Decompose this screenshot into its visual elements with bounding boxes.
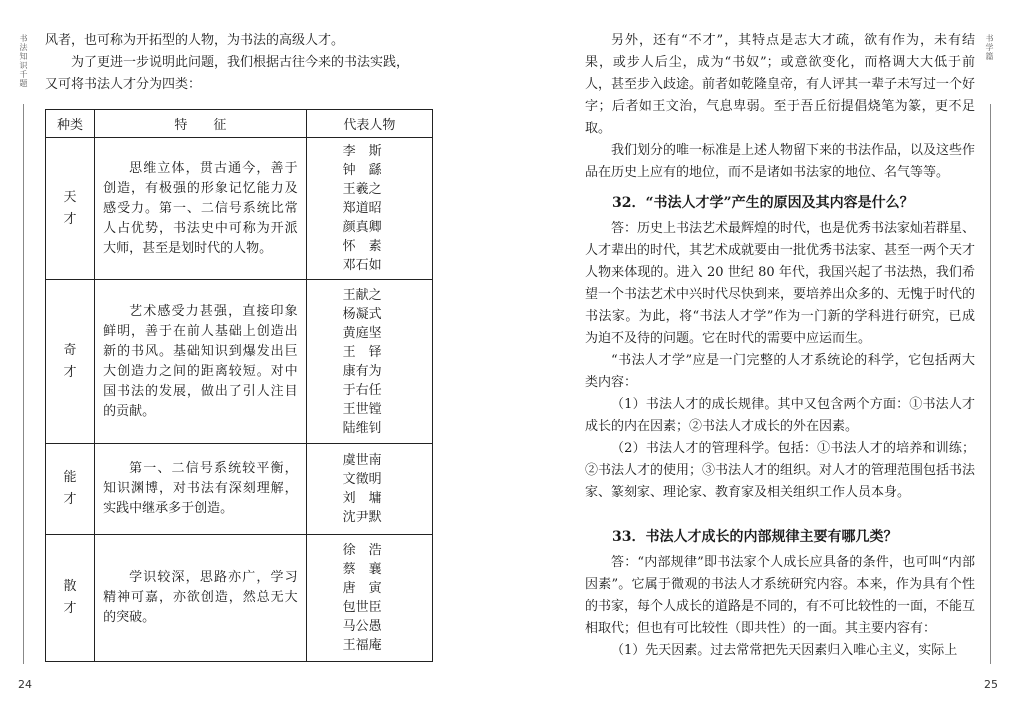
q32-item-2: （2）书法人才的管理科学。包括：①书法人才的培养和训练；②书法人才的使用；③书法人才的组织。对人才的管理范围包括书法家、篆刻家、理论家、教育家及相关组织工作人员本身。 <box>585 441 976 500</box>
q32-paragraph-1: 答：历史上书法艺术最辉煌的时代，也是优秀书法家灿若群星、人才辈出的时代，其艺术成就要由一批优秀书法家、甚至一两个天才人物来体现的。进入 20 世纪 80 年代，我国兴起了书法热，我们希望一个书法艺术中兴时代尽快到来，要培养出众多的、无愧于时代的书法家。为此，将“书法人才学”作为一门新的学科进行研究，已成为迫不及待的问题。它在时代的需要中应运而生。 <box>585 221 976 346</box>
table-row <box>46 444 433 535</box>
kind-char: 才 <box>63 211 77 227</box>
talent-types-table <box>45 109 433 662</box>
rep-name: 钟 繇 <box>342 163 382 178</box>
rep-name: 刘 墉 <box>342 491 382 506</box>
rep-name: 康有为 <box>342 363 382 379</box>
rep-name: 郑道昭 <box>342 201 382 216</box>
reps-cell <box>306 280 432 444</box>
q32-paragraph-2: “书法人才学”应是一门完整的人才系统论的科学，它包括两大类内容： <box>585 353 975 390</box>
rep-name: 于右任 <box>342 382 382 398</box>
kind-char: 才 <box>63 492 77 507</box>
right-text-top <box>585 30 975 184</box>
rep-name: 唐 寅 <box>342 581 382 596</box>
header-kind: 种类 <box>46 110 95 138</box>
question-33-body <box>585 552 975 662</box>
q33-paragraph-1: 答：“内部规律”即书法家个人成长应具备的条件，也可叫“内部因素”。它属于微观的书法人才系统研究内容。本来，作为具有个性的书家，每个人成长的道路是不同的，有不可比较性的一面，不能互相取代；但也有可比较性（即共性）的一面。其主要内容有： <box>585 555 976 636</box>
kind-char: 才 <box>63 364 77 380</box>
table-header-row <box>46 110 433 138</box>
rep-name: 马公愚 <box>342 619 382 634</box>
header-trait: 特 征 <box>95 110 307 138</box>
left-intro <box>45 30 433 96</box>
table-row <box>46 535 433 662</box>
kind-char: 奇 <box>63 342 77 358</box>
rep-name: 虞世南 <box>342 453 382 468</box>
rep-name: 邓石如 <box>342 258 382 273</box>
paragraph-standard: 我们划分的唯一标准是上述人物留下来的书法作品，以及这些作品在历史上应有的地位，而不是诸如书法家的地位、名气等等。 <box>585 143 976 180</box>
kind-cell <box>46 280 95 444</box>
intro-line-3: 又可将书法人才分为四类： <box>45 77 202 92</box>
right-page <box>506 0 1012 706</box>
header-reps: 代表人物 <box>306 110 432 138</box>
paragraph-buchai: 另外，还有“不才”，其特点是志大才疏，欲有作为，未有结果，或步人后尘，成为“书奴”；或意欲变化，而格调大大低于前人，甚至步入歧途。前者如乾隆皇帝，有人评其一辈子未写过一个好字；后者如王文治，气息卑弱。至于吾丘衍提倡烧笔为篆，更不足取。 <box>585 33 976 136</box>
rep-name: 徐 浩 <box>342 543 382 558</box>
rep-name: 王羲之 <box>342 182 382 197</box>
kind-char: 散 <box>63 579 77 594</box>
left-side-label: 书法知识千题 <box>19 34 28 88</box>
kind-char: 天 <box>63 189 77 205</box>
rep-name: 蔡 襄 <box>342 562 382 577</box>
table-row <box>46 138 433 280</box>
rep-name: 包世臣 <box>342 600 382 615</box>
rep-name: 王世镗 <box>342 401 382 417</box>
q33-item-1: （1）先天因素。过去常常把先天因素归入唯心主义，实际上 <box>611 643 958 658</box>
rep-name: 王福庵 <box>342 638 382 653</box>
rep-name: 黄庭坚 <box>342 325 382 341</box>
question-33-title: 33．书法人才成长的内部规律主要有哪几类？ <box>612 529 898 545</box>
trait-cell <box>95 280 307 444</box>
rep-name: 陆维钊 <box>342 420 382 436</box>
rep-name: 怀 素 <box>342 239 382 254</box>
kind-cell <box>46 138 95 280</box>
intro-line-1: 风者，也可称为开拓型的人物，为书法的高级人才。 <box>45 33 345 48</box>
rep-name: 文徵明 <box>342 472 382 487</box>
rep-name: 沈尹默 <box>342 510 382 525</box>
rep-name: 王献之 <box>342 287 382 303</box>
reps-cell <box>306 138 432 280</box>
trait-cell <box>95 138 307 280</box>
rep-name: 颜真卿 <box>342 220 382 235</box>
left-page-number: 24 <box>18 678 32 691</box>
q32-item-1: （1）书法人才的成长规律。其中又包含两个方面：①书法人才成长的内在因素；②书法人才成长的外在因素。 <box>585 397 975 434</box>
trait-text: 思维立体，贯古通今，善于创造，有极强的形象记忆能力及感受力。第一、二信号系统比常人占优势，书法史中可称为开派大师，甚至是划时代的人物。 <box>103 160 298 256</box>
rep-name: 杨凝式 <box>342 306 382 322</box>
right-page-number: 25 <box>984 678 998 691</box>
trait-text: 第一、二信号系统较平衡，知识渊博，对书法有深刻理解，实践中继承多于创造。 <box>103 461 298 516</box>
rep-name: 王 铎 <box>342 344 382 360</box>
left-side-rule <box>23 104 24 664</box>
trait-text: 艺术感受力甚强，直接印象鲜明，善于在前人基础上创造出新的书风。基础知识到爆发出巨大创造力之间的距离较短。对中国书法的发展，做出了引人注目的贡献。 <box>103 303 298 419</box>
question-32-title: 32．“书法人才学”产生的原因及其内容是什么？ <box>612 195 914 211</box>
intro-line-2: 为了更进一步说明此问题，我们根据古往今来的书法实践， <box>71 55 410 70</box>
trait-cell <box>95 535 307 662</box>
reps-cell <box>306 444 432 535</box>
kind-char: 能 <box>63 470 77 485</box>
reps-cell <box>306 535 432 662</box>
right-side-rule <box>990 104 991 664</box>
trait-text: 学识较深，思路亦广，学习精神可嘉，亦欲创造，然总无大的突破。 <box>103 570 298 625</box>
trait-cell <box>95 444 307 535</box>
table-row <box>46 280 433 444</box>
kind-char: 才 <box>63 601 77 616</box>
rep-name: 李 斯 <box>342 144 382 159</box>
kind-cell <box>46 535 95 662</box>
kind-cell <box>46 444 95 535</box>
question-32-body <box>585 218 975 504</box>
right-side-label: 书学篇 <box>985 34 994 61</box>
